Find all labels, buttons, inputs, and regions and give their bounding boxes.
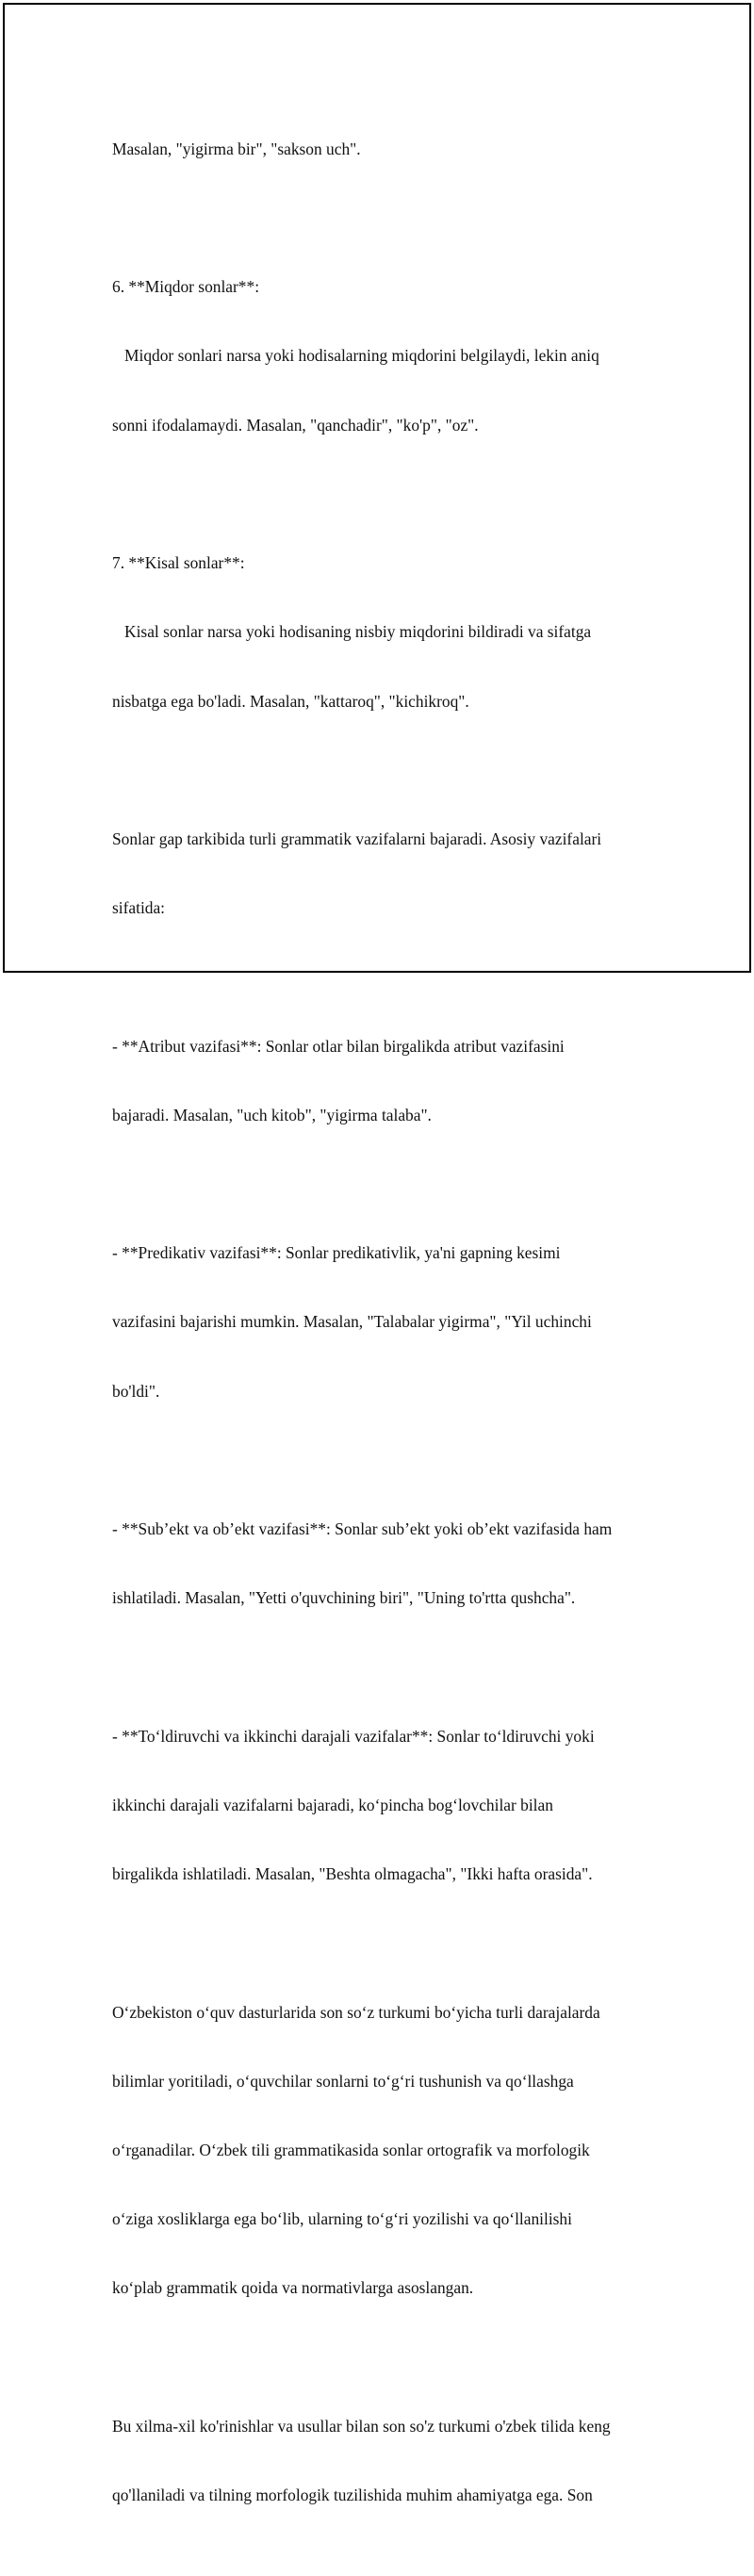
text-line: - **Atribut vazifasi**: Sonlar otlar bilan birgalikda atribut vazifasini — [112, 1036, 565, 1056]
text-line: bilimlar yoritiladi, o‘quvchilar sonlarni to‘g‘ri tushunish va qo‘llashga — [112, 2071, 574, 2091]
list-item-subekt-obekt — [112, 1471, 659, 1655]
paragraph-example-numbers — [112, 91, 659, 206]
text-line: ko‘plab grammatik qoida va normativlarga asoslangan. — [112, 2278, 474, 2298]
paragraph-kisal-sonlar — [112, 505, 659, 758]
text-line: - **Predikativ vazifasi**: Sonlar predikativlik, ya'ni gapning kesimi — [112, 1243, 561, 1263]
text-line: birgalikda ishlatiladi. Masalan, "Beshta olmagacha", "Ikki hafta orasida". — [112, 1864, 593, 1884]
page-frame — [3, 3, 751, 2505]
text-line: bo'ldi". — [112, 1381, 160, 1401]
section-heading: 7. **Kisal sonlar**: — [112, 553, 245, 573]
text-line: o‘ziga xosliklarga ega bo‘lib, ularning to‘g‘ri yozilishi va qo‘llanilishi — [112, 2209, 572, 2229]
text-line: sifatida: — [112, 898, 166, 918]
text-line: vazifasini bajarishi mumkin. Masalan, "Talabalar yigirma", "Yil uchinchi — [112, 1312, 592, 1332]
text-line: bajaradi. Masalan, "uch kitob", "yigirma talaba". — [112, 1105, 432, 1124]
text-line: ishlatiladi. Masalan, "Yetti o'quvchining biri", "Uning to'rtta qushcha". — [112, 1588, 576, 1608]
text-line: Masalan, "yigirma bir", "sakson uch". — [112, 139, 361, 158]
text-line: - **Sub’ekt va ob’ekt vazifasi**: Sonlar sub’ekt yoki ob’ekt vazifasida ham — [112, 1519, 613, 1539]
text-line: sonni ifodalamaydi. Masalan, "qanchadir", "ko'p", "oz". — [112, 415, 479, 435]
paragraph-uzbekistan-curriculum — [112, 1955, 659, 2346]
text-line: Kisal sonlar narsa yoki hodisaning nisbiy miqdorini bildiradi va sifatga — [112, 622, 592, 642]
section-heading: 6. **Miqdor sonlar**: — [112, 277, 260, 297]
list-item-atribut — [112, 989, 659, 1173]
paragraph-grammatical-functions — [112, 781, 659, 965]
text-line: nisbatga ega bo'ladi. Masalan, "kattaroq", "kichikroq". — [112, 691, 469, 711]
document-body — [112, 91, 659, 2576]
text-line: - **To‘ldiruvchi va ikkinchi darajali vazifalar**: Sonlar to‘ldiruvchi yoki — [112, 1726, 595, 1746]
paragraph-miqdor-sonlar — [112, 229, 659, 482]
list-item-toldiruvchi — [112, 1679, 659, 1931]
text-line: Sonlar gap tarkibida turli grammatik vazifalarni bajaradi. Asosiy vazifalari — [112, 829, 602, 848]
text-line: Miqdor sonlari narsa yoki hodisalarning miqdorini belgilaydi, lekin aniq — [112, 346, 599, 366]
text-line: qo'llaniladi va tilning morfologik tuzilishida muhim ahamiyatga ega. Son — [112, 2486, 593, 2505]
text-line: Bu xilma-xil ko'rinishlar va usullar bilan son so'z turkumi o'zbek tilida keng — [112, 2416, 611, 2436]
list-item-predikativ — [112, 1195, 659, 1448]
text-line: o‘rganadilar. O‘zbek tili grammatikasida sonlar ortografik va morfologik — [112, 2141, 590, 2160]
text-line: O‘zbekiston o‘quv dasturlarida son so‘z turkumi bo‘yicha turli darajalarda — [112, 2002, 600, 2022]
paragraph-conclusion — [112, 2369, 659, 2552]
text-line: ikkinchi darajali vazifalarni bajaradi, ko‘pincha bog‘lovchilar bilan — [112, 1795, 553, 1814]
